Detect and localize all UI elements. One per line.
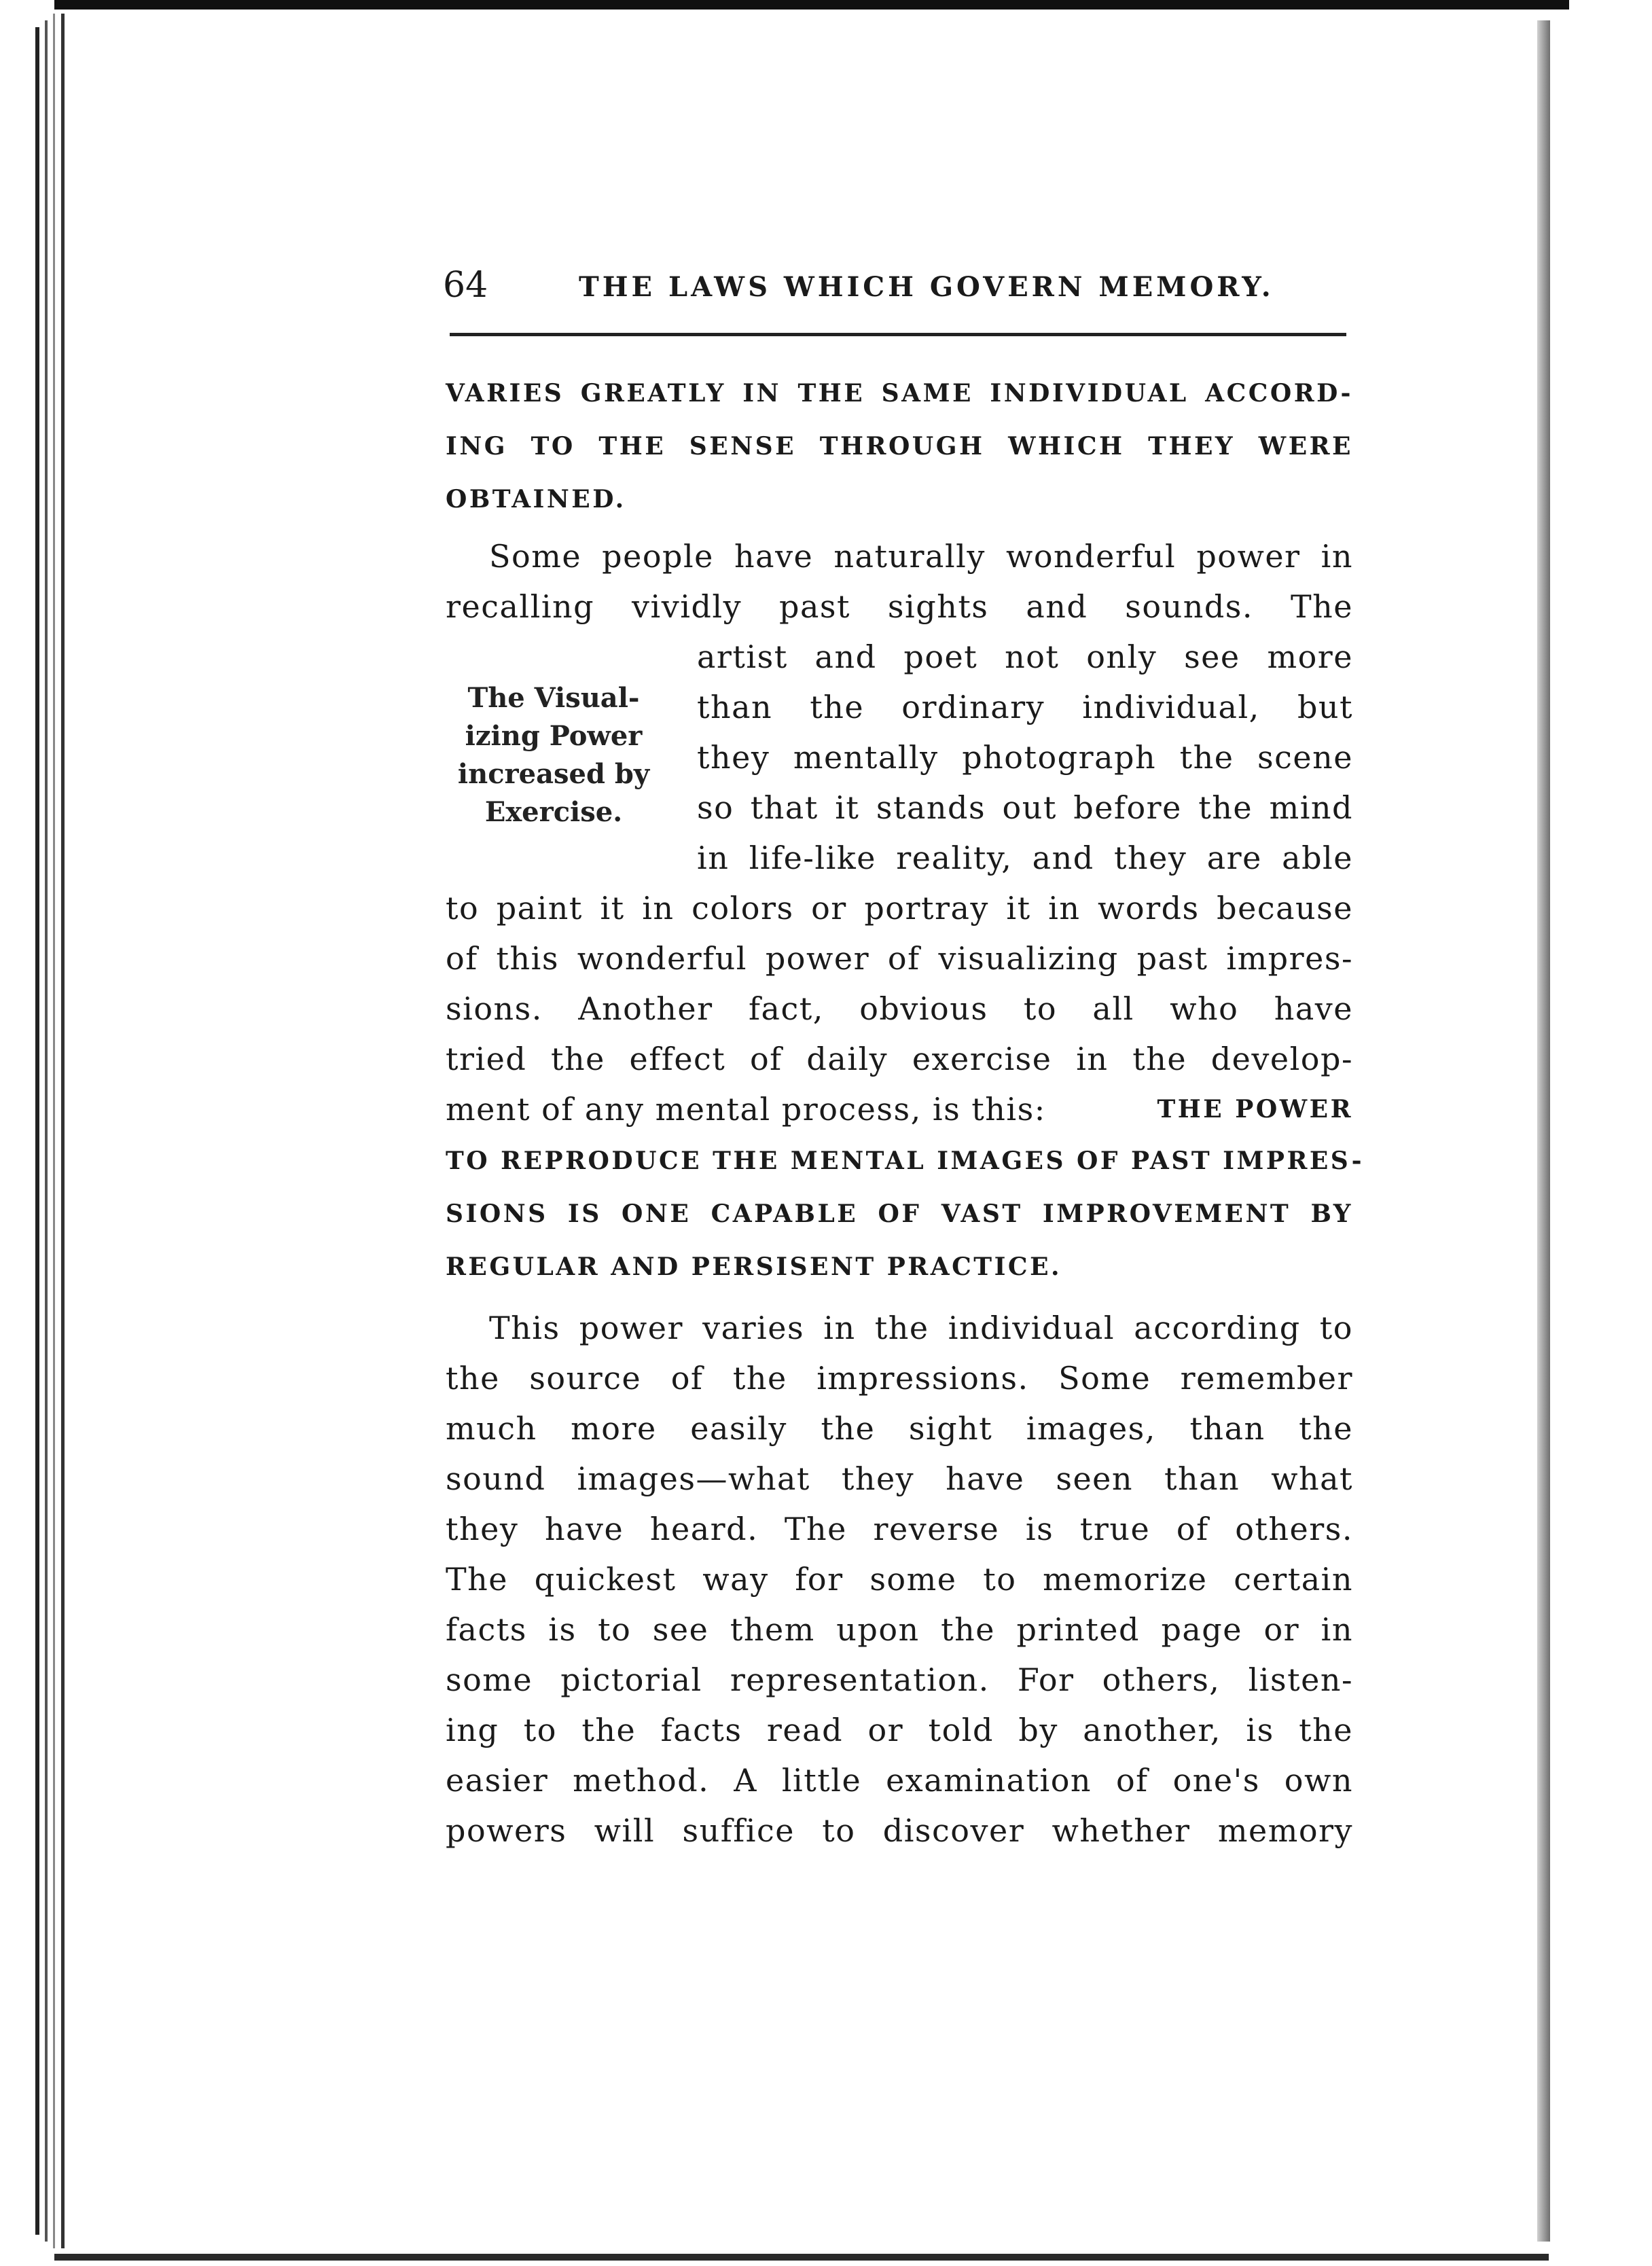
text-line: sound images—what they have seen than what <box>446 1460 1353 1497</box>
text-line: The quickest way for some to memorize certain <box>446 1561 1353 1598</box>
text-line <box>446 1084 1353 1134</box>
spine-line <box>53 14 55 2248</box>
text-line: some pictorial representation. For others, listen- <box>446 1661 1353 1698</box>
page-number: 64 <box>443 265 488 306</box>
text-line: TO REPRODUCE THE MENTAL IMAGES OF PAST IMPRES- <box>446 1147 1365 1175</box>
text-line: ing to the facts read or told by another, is the <box>446 1712 1353 1748</box>
text-line: they have heard. The reverse is true of others. <box>446 1511 1353 1547</box>
text-line: recalling vividly past sights and sounds. The <box>446 588 1353 625</box>
text-line: artist and poet not only see more <box>697 639 1353 675</box>
text-line: of this wonderful power of visualizing past impres- <box>446 940 1353 977</box>
text-line: Some people have naturally wonderful power in <box>489 538 1353 575</box>
text-line: facts is to see them upon the printed page or in <box>446 1611 1353 1648</box>
spine-line <box>61 14 65 2248</box>
sidenote-line: izing Power <box>465 720 643 752</box>
text-line: ING TO THE SENSE THROUGH WHICH THEY WERE <box>446 432 1353 461</box>
text-line: much more easily the sight images, than the <box>446 1410 1353 1447</box>
text-line: in life-like reality, and they are able <box>697 840 1353 876</box>
scan-bottom-edge <box>54 2254 1549 2261</box>
spine-line <box>45 20 48 2242</box>
text-line: easier method. A little examination of one's own <box>446 1762 1353 1799</box>
text-line-start: ment of any mental process, is this: <box>446 1091 1046 1128</box>
text-line: than the ordinary individual, but <box>697 689 1353 725</box>
text-line: to paint it in colors or portray it in words because <box>446 890 1353 927</box>
text-line: This power varies in the individual according to <box>489 1310 1353 1346</box>
paragraph-caps-continuation <box>446 367 1353 526</box>
running-title: THE LAWS WHICH GOVERN MEMORY. <box>579 271 1274 303</box>
text-line: so that it stands out before the mind <box>697 789 1353 826</box>
text-line: powers will suffice to discover whether memory <box>446 1812 1353 1849</box>
spine-line <box>35 27 39 2235</box>
text-line: REGULAR AND PERSISENT PRACTICE. <box>446 1253 1062 1281</box>
scan-left-margin <box>0 0 82 2266</box>
paragraph-visualizing <box>446 531 1365 1293</box>
scan-top-edge <box>54 0 1569 10</box>
text-line: tried the effect of daily exercise in the develop- <box>446 1041 1353 1077</box>
text-line: OBTAINED. <box>446 485 626 514</box>
paragraph-source-of-impressions <box>446 1303 1353 1856</box>
header-rule <box>450 333 1346 336</box>
caps-run: THE POWER <box>1157 1095 1353 1123</box>
text-line: sions. Another fact, obvious to all who have <box>446 990 1353 1027</box>
text-line: VARIES GREATLY IN THE SAME INDIVIDUAL ACCORD- <box>446 379 1353 408</box>
sidenote-line: The Visual- <box>467 682 640 714</box>
running-head <box>443 258 1353 312</box>
sidenote-line: Exercise. <box>484 796 623 828</box>
text-line: SIONS IS ONE CAPABLE OF VAST IMPROVEMENT BY <box>446 1200 1353 1228</box>
text-line: they mentally photograph the scene <box>697 739 1353 776</box>
text-line: the source of the impressions. Some remember <box>446 1360 1353 1397</box>
sidenote-line: increased by <box>457 758 650 790</box>
